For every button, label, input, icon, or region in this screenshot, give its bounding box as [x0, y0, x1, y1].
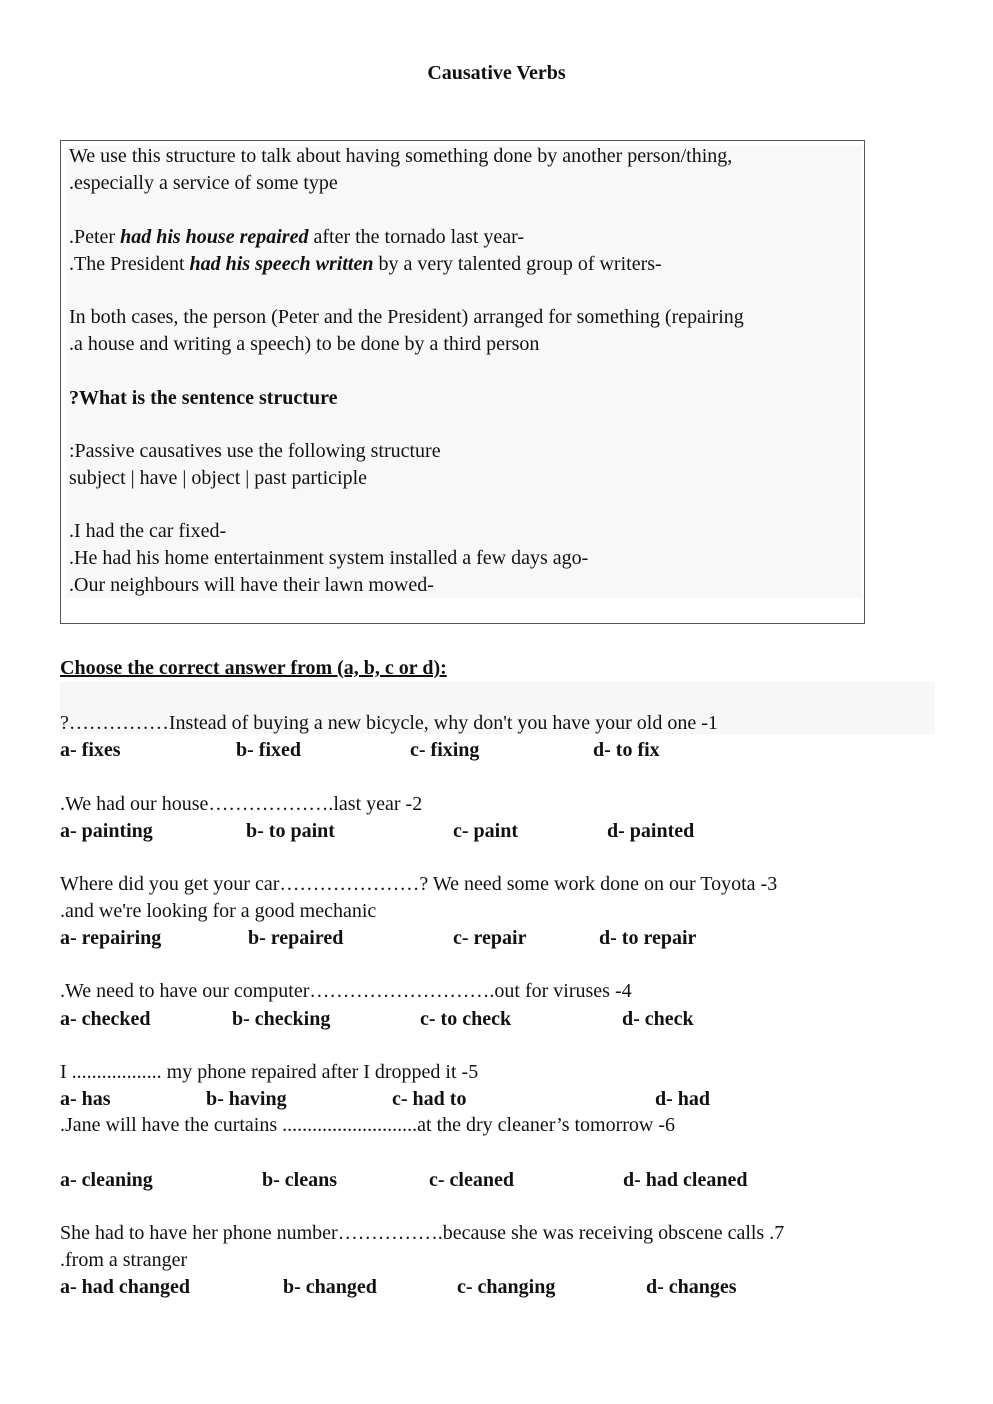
question-2-option-d: d- painted — [607, 820, 695, 842]
example-president — [69, 253, 662, 275]
page-title: Causative Verbs — [427, 62, 566, 84]
question-6-text: .Jane will have the curtains ...........................at the dry cleaner’s tomorrow -6 — [60, 1114, 676, 1136]
example-peter-post: after the tornado last year- — [308, 226, 525, 248]
question-3-option-c: c- repair — [453, 927, 527, 949]
sample-sentence-1: .I had the car fixed- — [69, 520, 227, 542]
question-5-option-d: d- had — [655, 1088, 711, 1110]
question-5-text: I .................. my phone repaired after I dropped it -5 — [60, 1061, 479, 1083]
question-6-option-d: d- had cleaned — [623, 1169, 748, 1191]
question-6-option-a: a- cleaning — [60, 1169, 153, 1191]
question-7-text-line-2: .from a stranger — [60, 1249, 188, 1271]
intro-line-2: .especially a service of some type — [69, 172, 338, 194]
question-1-option-a: a- fixes — [60, 739, 121, 761]
example-president-post: by a very talented group of writers- — [373, 253, 662, 275]
question-2-option-a: a- painting — [60, 820, 153, 842]
structure-formula: subject | have | object | past participle — [69, 467, 368, 489]
question-3-text-line-1: Where did you get your car…………………? We need some work done on our Toyota -3 — [60, 873, 778, 895]
question-1-option-d: d- to fix — [593, 739, 660, 761]
question-4-option-b: b- checking — [232, 1008, 331, 1030]
question-5-option-a: a- has — [60, 1088, 111, 1110]
question-2-text: .We had our house……………….last year -2 — [60, 793, 423, 815]
question-7-option-d: d- changes — [646, 1276, 737, 1298]
question-1-text: ?……………Instead of buying a new bicycle, why don't you have your old one -1 — [60, 712, 718, 734]
question-6-option-c: c- cleaned — [429, 1169, 514, 1191]
question-3-option-d: d- to repair — [599, 927, 697, 949]
both-cases-line-1: In both cases, the person (Peter and the President) arranged for something (repairing — [69, 306, 744, 328]
question-3-option-b: b- repaired — [248, 927, 344, 949]
question-5-option-c: c- had to — [392, 1088, 467, 1110]
question-7-text-line-1: She had to have her phone number…………….because she was receiving obscene calls .7 — [60, 1222, 785, 1244]
question-3-text-line-2: .and we're looking for a good mechanic — [60, 900, 377, 922]
question-1-option-c: c- fixing — [410, 739, 480, 761]
question-3-option-a: a- repairing — [60, 927, 162, 949]
sample-sentence-3: .Our neighbours will have their lawn mowed- — [69, 574, 434, 596]
structure-question: ?What is the sentence structure — [69, 387, 338, 409]
question-7-option-c: c- changing — [457, 1276, 556, 1298]
example-peter-pre: .Peter — [69, 226, 121, 248]
question-5-option-b: b- having — [206, 1088, 287, 1110]
question-4-text: .We need to have our computer……………………….out for viruses -4 — [60, 980, 632, 1002]
question-4-option-c: c- to check — [420, 1008, 512, 1030]
example-president-bold: had his speech written — [189, 253, 374, 275]
question-6-option-b: b- cleans — [262, 1169, 337, 1191]
example-president-pre: .The President — [69, 253, 190, 275]
question-7-option-b: b- changed — [283, 1276, 377, 1298]
question-4-option-a: a- checked — [60, 1008, 151, 1030]
question-1-option-b: b- fixed — [236, 739, 301, 761]
both-cases-line-2: .a house and writing a speech) to be done by a third person — [69, 333, 540, 355]
question-7-option-a: a- had changed — [60, 1276, 191, 1298]
intro-line-1: We use this structure to talk about having something done by another person/thing, — [69, 145, 733, 167]
example-peter-bold: had his house repaired — [120, 226, 309, 248]
exercise-heading: Choose the correct answer from (a, b, c or d): — [60, 657, 447, 679]
question-2-option-b: b- to paint — [246, 820, 335, 842]
sample-sentence-2: .He had his home entertainment system installed a few days ago- — [69, 547, 589, 569]
example-peter — [69, 226, 524, 248]
question-2-option-c: c- paint — [453, 820, 518, 842]
question-4-option-d: d- check — [622, 1008, 694, 1030]
passive-intro: :Passive causatives use the following structure — [69, 440, 441, 462]
